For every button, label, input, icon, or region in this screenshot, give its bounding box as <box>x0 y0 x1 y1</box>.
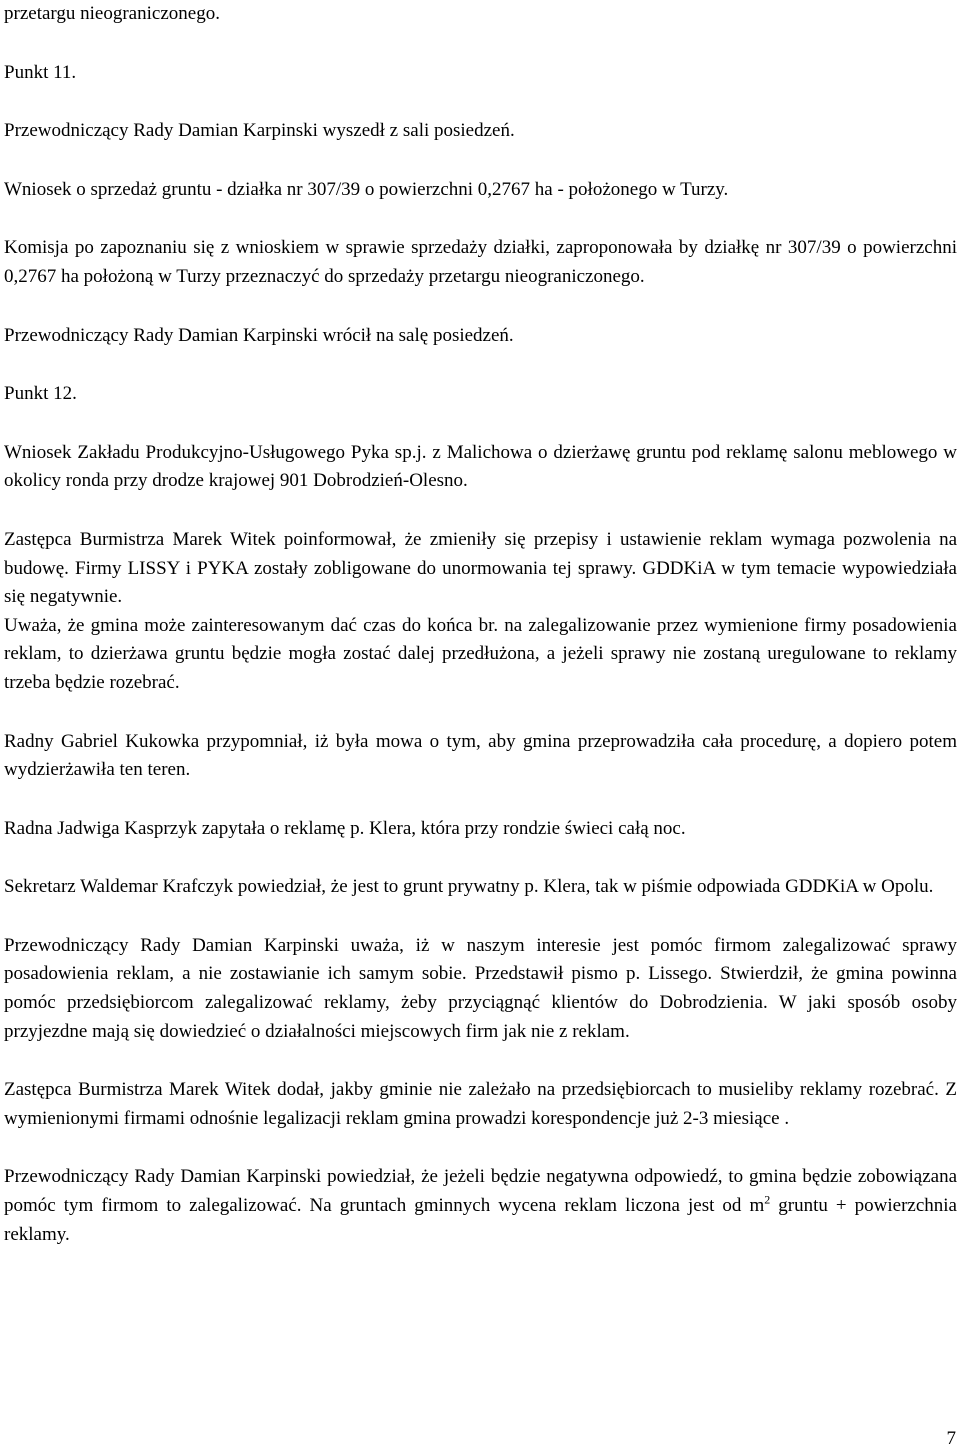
paragraph-continuation: przetargu nieograniczonego. <box>4 3 220 24</box>
paragraph-chairman-returned: Przewodniczący Rady Damian Karpinski wrócił na salę posiedzeń. <box>4 324 514 346</box>
paragraph-chairman-final-end: gruntu + powierzchnia reklamy. <box>4 1195 957 1245</box>
paragraph-lease-request: Wniosek Zakładu Produkcyjno-Usługowego Pyka sp.j. z Malichowa o dzierżawę gruntu pod reklamę salonu meblowego w okolicy ronda przy drodze krajowej 901 Dobrodzień-Olesno. <box>4 441 957 492</box>
paragraph-kasprzyk: Radna Jadwiga Kasprzyk zapytała o reklamę p. Klera, która przy rondzie świeci całą noc. <box>4 817 686 839</box>
heading-punkt-11: Punkt 11. <box>4 61 77 83</box>
paragraph-sale-request: Wniosek o sprzedaż gruntu - działka nr 307/39 o powierzchni 0,2767 ha - położonego w Turzy. <box>4 178 729 200</box>
document-page <box>4 0 957 1249</box>
heading-punkt-12: Punkt 12. <box>4 383 77 405</box>
paragraph-chairman-opinion: Przewodniczący Rady Damian Karpinski uważa, iż w naszym interesie jest pomóc firmom zalegalizować sprawy posadowienia reklam, a nie zostawianie ich samym sobie. Przedstawił pismo p. Lissego. Stwierdził, że gmina powinna pomóc przedsiębiorcom zalegalizować reklamy, żeby przyciągnąć klientów do Dobrodzienia. W jaki sposób osoby przyjezdne mają się dowiedzieć o działalności miejscowych firm jak nie z reklam. <box>4 934 957 1042</box>
paragraph-commission-proposal: Komisja po zapoznaniu się z wnioskiem w sprawie sprzedaży działki, zaproponowała by działkę nr 307/39 o powierzchni 0,2767 ha położoną w Turzy przeznaczyć do sprzedaży przetargu nieograniczonego. <box>4 237 957 287</box>
paragraph-deputy-mayor-added: Zastępca Burmistrza Marek Witek dodał, jakby gminie nie zależało na przedsiębiorcach to musieliby reklamy rozebrać. Z wymienionymi firmami odnośnie legalizacji reklam gmina prowadzi korespondencje już 2-3 miesiące . <box>4 1079 957 1129</box>
square-meter-superscript: 2 <box>764 1192 771 1207</box>
paragraph-secretary: Sekretarz Waldemar Krafczyk powiedział, że jest to grunt prywatny p. Klera, tak w piśmie odpowiada GDDKiA w Opolu. <box>4 876 934 898</box>
paragraph-chairman-left: Przewodniczący Rady Damian Karpinski wyszedł z sali posiedzeń. <box>4 120 515 142</box>
paragraph-deputy-mayor-opinion: Uważa, że gmina może zainteresowanym dać czas do końca br. na zalegalizowanie przez wymienione firmy posadowienia reklam, to dzierżawa gruntu będzie mogła zostać dalej przedłużona, a jeżeli sprawy nie zostaną uregulowane to reklamy trzeba będzie rozebrać. <box>4 614 957 693</box>
paragraph-chairman-final-text: Przewodniczący Rady Damian Karpinski powiedział, że jeżeli będzie negatywna odpowiedź, to gmina będzie zobowiązana pomóc tym firmom to zalegalizować. Na gruntach gminnych wycena reklam liczona jest od m <box>4 1166 957 1217</box>
paragraph-kukowka: Radny Gabriel Kukowka przypomniał, iż była mowa o tym, aby gmina przeprowadziła cała procedurę, a dopiero potem wydzierżawiła ten teren. <box>4 730 957 781</box>
paragraph-chairman-final <box>4 1163 957 1249</box>
paragraph-deputy-mayor-info: Zastępca Burmistrza Marek Witek poinformował, że zmieniły się przepisy i ustawienie reklam wymaga pozwolenia na budowę. Firmy LISSY i PYKA zostały zobligowane do unormowania tej sprawy. GDDKiA w tym temacie wypowiedziała się negatywnie. <box>4 528 957 608</box>
page-number: 7 <box>946 1428 956 1449</box>
